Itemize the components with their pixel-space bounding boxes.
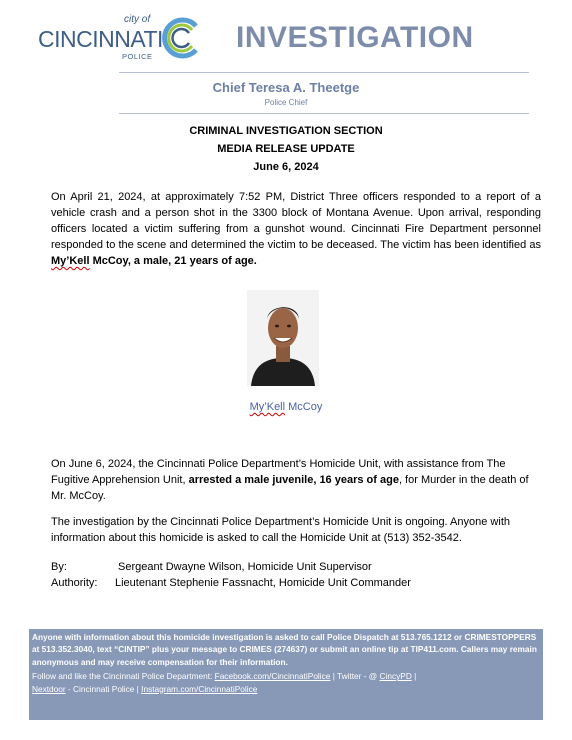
header-divider-bottom xyxy=(119,113,529,114)
footer-follow-line xyxy=(32,670,540,695)
victim-details: McCoy, a male, 21 years of age. xyxy=(89,255,257,267)
arrest-text: On June 6, 2024, the Cincinnati Police Department’s Homicide Unit, with assistance from The Fugitive Apprehension Unit, xyxy=(51,458,506,486)
incident-paragraph xyxy=(51,189,541,269)
nextdoor-rest: - Cincinnati Police | xyxy=(65,683,142,694)
caption-last-name: McCoy xyxy=(285,401,323,413)
follow-text: Follow and like the Cincinnati Police Department: xyxy=(32,671,215,682)
arrest-bold: arrested a male juvenile, 16 years of age xyxy=(188,474,399,486)
logo-city-of: city of xyxy=(124,14,151,25)
logo-c-swoosh-icon xyxy=(156,14,204,62)
by-value: Sergeant Dwayne Wilson, Homicide Unit Supervisor xyxy=(118,561,372,573)
section-heading: CRIMINAL INVESTIGATION SECTION xyxy=(189,125,383,137)
footer-info-text: Anyone with information about this homicide investigation is asked to call Police Dispatch at 513.765.1212 or CRIMESTOPPERS at 513.352.3040, text “CINTIP” plus your message to CRIMES (274637) or submit an online tip at TIP411.com. Callers may remain anonymous and may receive compensation for their information. xyxy=(32,632,537,667)
facebook-link[interactable]: Facebook.com/CincinnatiPolice xyxy=(214,671,331,682)
victim-photo-image xyxy=(247,290,319,386)
instagram-link[interactable]: Instagram.com/CincinnatiPolice xyxy=(141,683,258,694)
caption-first-name: My’Kell xyxy=(249,401,286,413)
attribution-block xyxy=(51,561,541,595)
logo-cincinnati: CINCINNATI xyxy=(38,26,163,52)
victim-photo xyxy=(247,290,319,386)
photo-caption xyxy=(0,401,572,413)
city-logo xyxy=(38,12,203,64)
nextdoor-link[interactable]: Nextdoor xyxy=(32,683,66,694)
authority-value: Lieutenant Stephenie Fassnacht, Homicide Unit Commander xyxy=(115,577,411,589)
incident-text: On April 21, 2024, at approximately 7:52 PM, District Three officers responded to a report of a vehicle crash and a person shot in the 3300 block of Montana Avenue. Upon arrival, responding officers located a victim suffering from a gunshot wound. Cincinnati Fire Department personnel responded to the scene and determined the victim to be deceased. The victim has been identified as xyxy=(51,191,541,251)
page-title: INVESTIGATION xyxy=(236,21,474,54)
chief-title: Police Chief xyxy=(264,98,308,107)
authority-label: Authority: xyxy=(51,577,98,589)
ongoing-paragraph: The investigation by the Cincinnati Police Department’s Homicide Unit is ongoing. Anyone with information about this homicide is asked to call the Homicide Unit at (513) 352-3542. xyxy=(51,516,510,544)
separator: | xyxy=(411,671,417,682)
victim-first-name: My’Kell xyxy=(51,255,90,267)
logo-police: POLICE xyxy=(122,52,153,61)
arrest-paragraph xyxy=(51,456,541,504)
release-type: MEDIA RELEASE UPDATE xyxy=(217,143,355,155)
footer-info-box xyxy=(29,629,543,720)
chief-name: Chief Teresa A. Theetge xyxy=(212,80,360,95)
twitter-link[interactable]: CincyPD xyxy=(379,671,412,682)
release-date: June 6, 2024 xyxy=(253,161,319,173)
header-divider-top xyxy=(119,72,529,73)
twitter-prefix: | Twitter - @ xyxy=(330,671,380,682)
arrest-end: , for Murder in the death of Mr. McCoy. xyxy=(51,474,529,502)
by-label: By: xyxy=(51,561,67,573)
